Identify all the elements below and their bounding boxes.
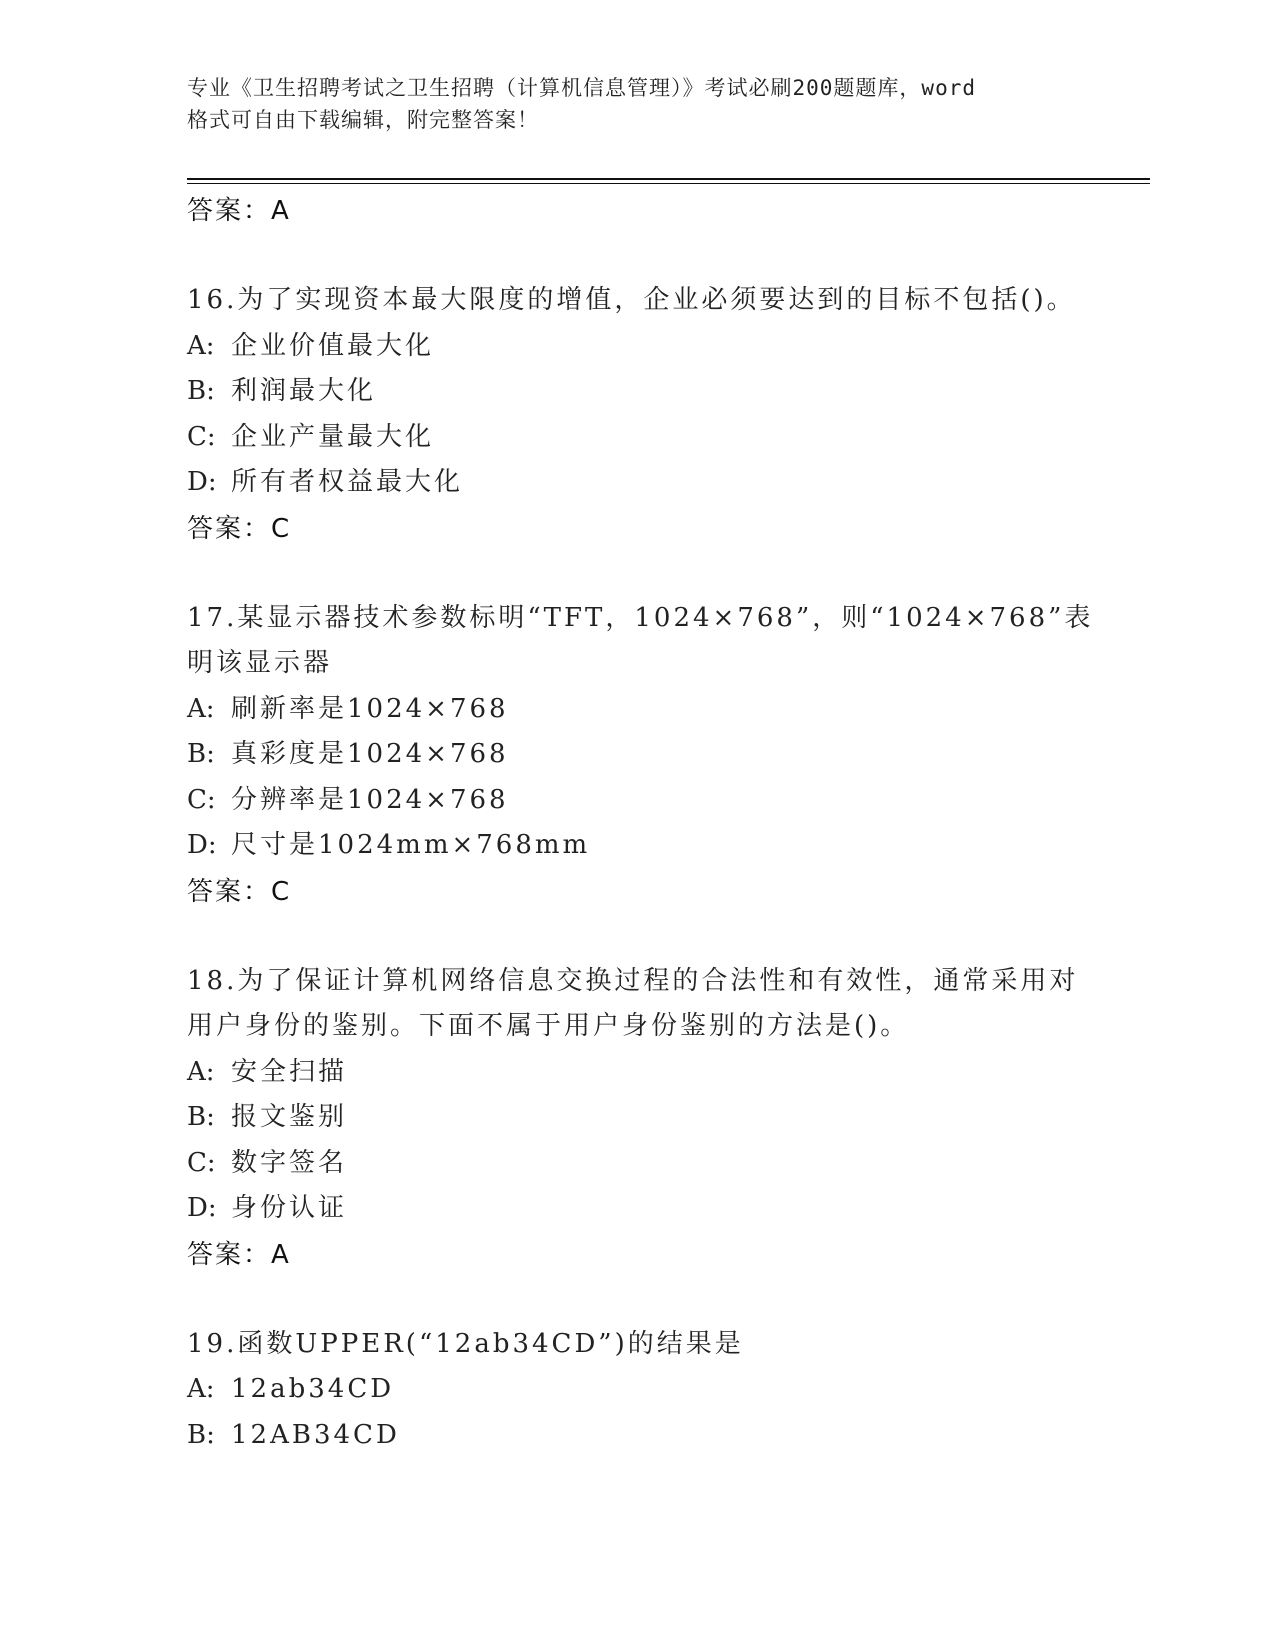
option-c (187, 415, 1107, 461)
option-letter: B: (187, 739, 215, 769)
option-a (187, 687, 1107, 733)
spacer (187, 1278, 1107, 1322)
option-letter: B: (187, 1419, 215, 1450)
option-letter: A: (187, 1056, 215, 1087)
option-letter: B: (187, 376, 215, 406)
question-block (187, 278, 1107, 552)
header-line-2: 格式可自由下载编辑，附完整答案！ (187, 108, 539, 132)
header-line-1: 专业《卫生招聘考试之卫生招聘（计算机信息管理）》考试必刷200题题库，word (187, 76, 976, 100)
option-text: 尺寸是1024mm×768mm (231, 830, 591, 860)
option-letter: A: (187, 330, 215, 361)
question-block (187, 959, 1107, 1278)
option-d (187, 460, 1107, 506)
question-stem: 18.为了保证计算机网络信息交换过程的合法性和有效性，通常采用对 (187, 965, 1079, 996)
option-text: 数字签名 (231, 1147, 348, 1178)
answer-line: 答案：C (187, 876, 292, 907)
option-text: 利润最大化 (231, 376, 377, 406)
option-letter: D: (187, 830, 217, 860)
question-stem: 16.为了实现资本最大限度的增值，企业必须要达到的目标不包括()。 (187, 285, 1076, 315)
option-letter: C: (187, 1147, 216, 1178)
option-text: 安全扫描 (231, 1056, 348, 1087)
option-c (187, 778, 1107, 824)
option-text: 分辨率是1024×768 (231, 784, 509, 815)
spacer (187, 915, 1107, 959)
option-letter: A: (187, 1374, 215, 1404)
question-block (187, 596, 1107, 915)
header-divider-thin (187, 183, 1150, 184)
option-a (187, 1050, 1107, 1096)
answer-line: 答案：A (187, 196, 291, 226)
spacer (187, 234, 1107, 278)
answer-line: 答案：C (187, 513, 292, 544)
option-letter: B: (187, 1102, 215, 1132)
option-letter: D: (187, 1193, 217, 1223)
spacer (187, 552, 1107, 596)
question-block (187, 1322, 1107, 1459)
option-text: 12ab34CD (231, 1374, 395, 1404)
option-b (187, 1413, 1107, 1459)
option-text: 报文鉴别 (231, 1102, 348, 1132)
option-a (187, 324, 1107, 370)
option-letter: D: (187, 467, 217, 497)
question-stem: 17.某显示器技术参数标明“TFT，1024×768”，则“1024×768”表 (187, 602, 1094, 633)
option-letter: A: (187, 693, 215, 724)
option-b (187, 369, 1107, 415)
option-letter: C: (187, 784, 216, 815)
option-text: 刷新率是1024×768 (231, 693, 509, 724)
option-d (187, 1186, 1107, 1232)
option-a (187, 1367, 1107, 1413)
question-stem-continued: 用户身份的鉴别。下面不属于用户身份鉴别的方法是()。 (187, 1011, 910, 1041)
option-text: 所有者权益最大化 (231, 467, 464, 497)
option-text: 企业价值最大化 (231, 330, 435, 361)
document-header (187, 72, 1087, 136)
question-stem-continued: 明该显示器 (187, 648, 333, 678)
question-list (187, 188, 1107, 1458)
option-b (187, 732, 1107, 778)
answer-line: 答案：A (187, 1239, 291, 1270)
option-text: 12AB34CD (231, 1419, 400, 1450)
option-c (187, 1141, 1107, 1187)
header-divider-thick (187, 178, 1150, 180)
option-text: 企业产量最大化 (231, 421, 435, 452)
question-stem: 19.函数UPPER(“12ab34CD”)的结果是 (187, 1328, 744, 1359)
option-text: 真彩度是1024×768 (231, 739, 509, 769)
option-text: 身份认证 (231, 1193, 348, 1223)
option-letter: C: (187, 421, 216, 452)
option-d (187, 823, 1107, 869)
option-b (187, 1095, 1107, 1141)
